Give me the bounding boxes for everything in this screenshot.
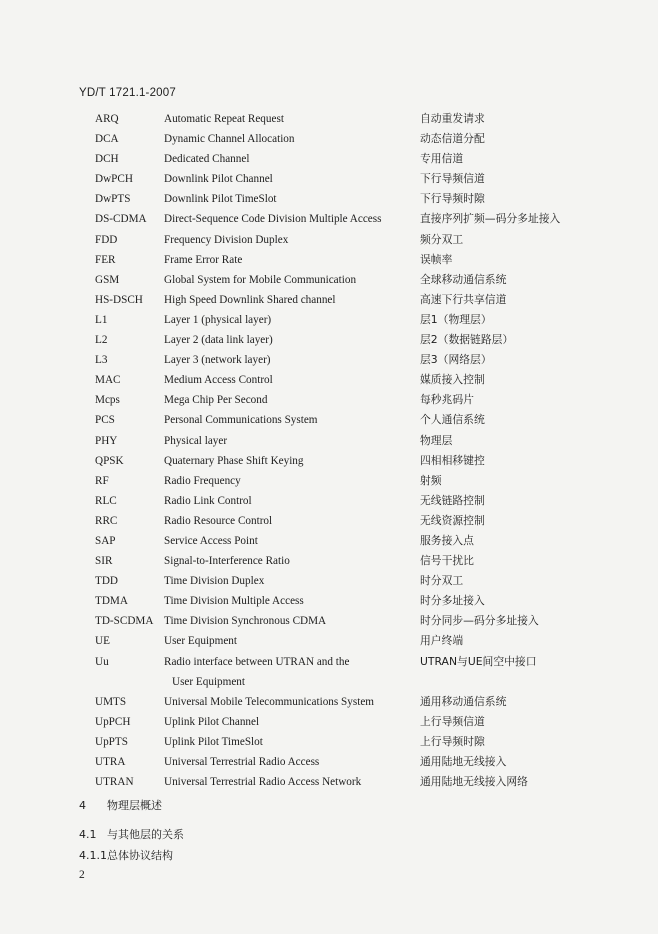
chinese-term: 用户终端 <box>420 634 464 648</box>
english-term: Quaternary Phase Shift Keying <box>164 454 304 467</box>
english-term: Service Access Point <box>164 534 258 547</box>
abbreviation-row <box>0 772 658 792</box>
abbreviation: DwPTS <box>95 193 131 206</box>
chinese-term: 信号干扰比 <box>420 554 474 568</box>
abbreviation-row <box>0 109 658 129</box>
chinese-term: 个人通信系统 <box>420 413 485 427</box>
section-number: 4.1.1 <box>79 849 107 862</box>
abbreviation-row <box>0 310 658 330</box>
chinese-term: 服务接入点 <box>420 533 474 547</box>
chinese-term: 通用移动通信系统 <box>420 694 507 708</box>
abbreviation: L3 <box>95 354 108 367</box>
abbreviation-row <box>0 370 658 390</box>
section-number: 4 <box>79 799 86 812</box>
english-term: Time Division Duplex <box>164 575 265 588</box>
abbreviation-row <box>0 330 658 350</box>
english-term: Uplink Pilot Channel <box>164 715 260 728</box>
abbreviation-row <box>0 511 658 531</box>
abbreviation: Mcps <box>95 394 120 407</box>
english-term: Layer 3 (network layer) <box>164 354 271 367</box>
abbreviation-row <box>0 732 658 752</box>
chinese-term: 无线资源控制 <box>420 513 485 527</box>
english-term: Layer 1 (physical layer) <box>164 313 272 326</box>
abbreviation: RLC <box>95 494 117 507</box>
english-term: Personal Communications System <box>164 414 318 427</box>
abbreviation: SIR <box>95 555 113 568</box>
chinese-term: 时分同步—码分多址接入 <box>420 614 539 628</box>
chinese-term: 高速下行共享信道 <box>420 292 507 306</box>
chinese-term: 全球移动通信系统 <box>420 272 507 286</box>
english-term: Downlink Pilot TimeSlot <box>164 193 277 206</box>
abbreviation: FDD <box>95 233 118 246</box>
chinese-term: 动态信道分配 <box>420 132 485 146</box>
english-term: Dynamic Channel Allocation <box>164 133 295 146</box>
chinese-term: 通用陆地无线接入 <box>420 755 507 768</box>
chinese-term: 频分双工 <box>420 232 464 246</box>
chinese-term: 上行导频信道 <box>420 714 485 728</box>
chinese-term: 四相相移键控 <box>420 453 485 467</box>
chinese-term: 每秒兆码片 <box>420 393 474 407</box>
abbreviation-row <box>0 169 658 189</box>
abbreviation-row <box>0 591 658 611</box>
english-term: Time Division Synchronous CDMA <box>164 615 327 628</box>
abbreviation: DwPCH <box>95 173 133 186</box>
chinese-term: 层3（网络层） <box>420 353 492 367</box>
abbreviation: UTRA <box>95 756 126 768</box>
abbreviation: HS-DSCH <box>95 293 143 306</box>
abbreviation: PHY <box>95 434 118 447</box>
english-term: Frame Error Rate <box>164 253 243 266</box>
abbreviation: RRC <box>95 514 118 527</box>
english-term: Universal Mobile Telecommunications System <box>164 695 374 708</box>
chinese-term: 下行导频时隙 <box>420 192 485 206</box>
english-term: Layer 2 (data link layer) <box>164 334 273 347</box>
chinese-term: 无线链路控制 <box>420 493 485 507</box>
chinese-term: 下行导频信道 <box>420 172 485 186</box>
abbreviation-row <box>0 692 658 712</box>
section-heading-4-1-1 <box>79 847 173 863</box>
abbreviation-row <box>0 270 658 290</box>
english-term: Downlink Pilot Channel <box>164 173 273 186</box>
abbreviation: DS-CDMA <box>95 213 147 226</box>
abbreviation: UE <box>95 635 110 648</box>
abbreviation-row <box>0 752 658 772</box>
abbreviation-row <box>0 491 658 511</box>
abbreviation-row <box>0 451 658 471</box>
abbreviation-row <box>0 611 658 631</box>
abbreviation-row <box>0 230 658 250</box>
chinese-term: 层2（数据链路层） <box>420 333 514 347</box>
english-term: Universal Terrestrial Radio Access <box>164 756 320 768</box>
section-number: 4.1 <box>79 828 97 841</box>
abbreviation-row <box>0 571 658 591</box>
abbreviation: QPSK <box>95 454 124 467</box>
chinese-term: 直接序列扩频—码分多址接入 <box>420 212 561 226</box>
abbreviation-table <box>0 109 658 792</box>
abbreviation-row <box>0 652 658 692</box>
english-term: Uplink Pilot TimeSlot <box>164 735 263 748</box>
abbreviation: TD-SCDMA <box>95 615 154 628</box>
abbreviation-row <box>0 631 658 651</box>
abbreviation: TDD <box>95 575 118 588</box>
abbreviation: ARQ <box>95 113 119 125</box>
english-term: Mega Chip Per Second <box>164 394 268 407</box>
chinese-term: 射频 <box>420 473 442 487</box>
english-term: Time Division Multiple Access <box>164 595 304 608</box>
chinese-term: 误帧率 <box>420 252 453 266</box>
english-term <box>164 652 414 692</box>
abbreviation-row <box>0 209 658 229</box>
abbreviation: DCA <box>95 133 119 146</box>
section-title: 与其他层的关系 <box>107 828 184 841</box>
abbreviation: MAC <box>95 374 121 387</box>
section-heading-4-1 <box>79 826 184 842</box>
abbreviation-row <box>0 390 658 410</box>
abbreviation: UMTS <box>95 695 127 708</box>
english-term: Universal Terrestrial Radio Access Network <box>164 776 362 789</box>
english-term: Signal-to-Interference Ratio <box>164 555 290 568</box>
english-term-line2: User Equipment <box>172 675 246 688</box>
abbreviation-row <box>0 471 658 491</box>
abbreviation-row <box>0 250 658 270</box>
abbreviation-row <box>0 551 658 571</box>
chinese-term: 通用陆地无线接入网络 <box>420 775 528 789</box>
abbreviation: RF <box>95 474 109 487</box>
english-term: Radio Resource Control <box>164 514 273 527</box>
chinese-term: 自动重发请求 <box>420 112 485 125</box>
english-term: Automatic Repeat Request <box>164 113 284 125</box>
english-term: High Speed Downlink Shared channel <box>164 293 336 306</box>
chinese-term: 专用信道 <box>420 152 464 166</box>
section-title: 总体协议结构 <box>107 849 173 862</box>
chinese-term: 媒质接入控制 <box>420 373 485 387</box>
abbreviation: TDMA <box>95 595 128 608</box>
abbreviation-row <box>0 431 658 451</box>
abbreviation: PCS <box>95 414 115 427</box>
abbreviation-row <box>0 350 658 370</box>
chinese-term: 物理层 <box>420 433 453 447</box>
english-term: Dedicated Channel <box>164 153 250 166</box>
chinese-term: 时分双工 <box>420 574 464 588</box>
abbreviation: Uu <box>95 655 109 668</box>
english-term: Radio Frequency <box>164 474 241 487</box>
chinese-term: UTRAN与UE间空中接口 <box>420 654 537 668</box>
section-title: 物理层概述 <box>107 799 162 812</box>
abbreviation: UTRAN <box>95 776 134 789</box>
abbreviation: SAP <box>95 534 116 547</box>
abbreviation: UpPTS <box>95 735 128 748</box>
abbreviation-row <box>0 531 658 551</box>
chinese-term: 层1（物理层） <box>420 312 492 326</box>
section-heading-4 <box>79 797 162 813</box>
english-term-line1: Radio interface between UTRAN and the <box>164 655 350 668</box>
abbreviation-row <box>0 129 658 149</box>
page-number: 2 <box>79 869 85 881</box>
abbreviation-row <box>0 410 658 430</box>
abbreviation-row <box>0 189 658 209</box>
abbreviation: UpPCH <box>95 715 131 728</box>
english-term: User Equipment <box>164 635 238 648</box>
english-term: Medium Access Control <box>164 374 273 387</box>
english-term: Direct-Sequence Code Division Multiple Access <box>164 213 382 226</box>
abbreviation-row <box>0 290 658 310</box>
abbreviation: L2 <box>95 334 108 347</box>
abbreviation-row <box>0 712 658 732</box>
document-code: YD/T 1721.1-2007 <box>79 87 176 99</box>
abbreviation-row <box>0 149 658 169</box>
english-term: Global System for Mobile Communication <box>164 273 357 286</box>
abbreviation: L1 <box>95 313 108 326</box>
abbreviation: DCH <box>95 153 119 166</box>
abbreviation: FER <box>95 253 116 266</box>
chinese-term: 时分多址接入 <box>420 594 485 608</box>
chinese-term: 上行导频时隙 <box>420 734 485 748</box>
english-term: Physical layer <box>164 434 228 447</box>
english-term: Radio Link Control <box>164 494 252 507</box>
english-term: Frequency Division Duplex <box>164 233 289 246</box>
abbreviation: GSM <box>95 273 120 286</box>
